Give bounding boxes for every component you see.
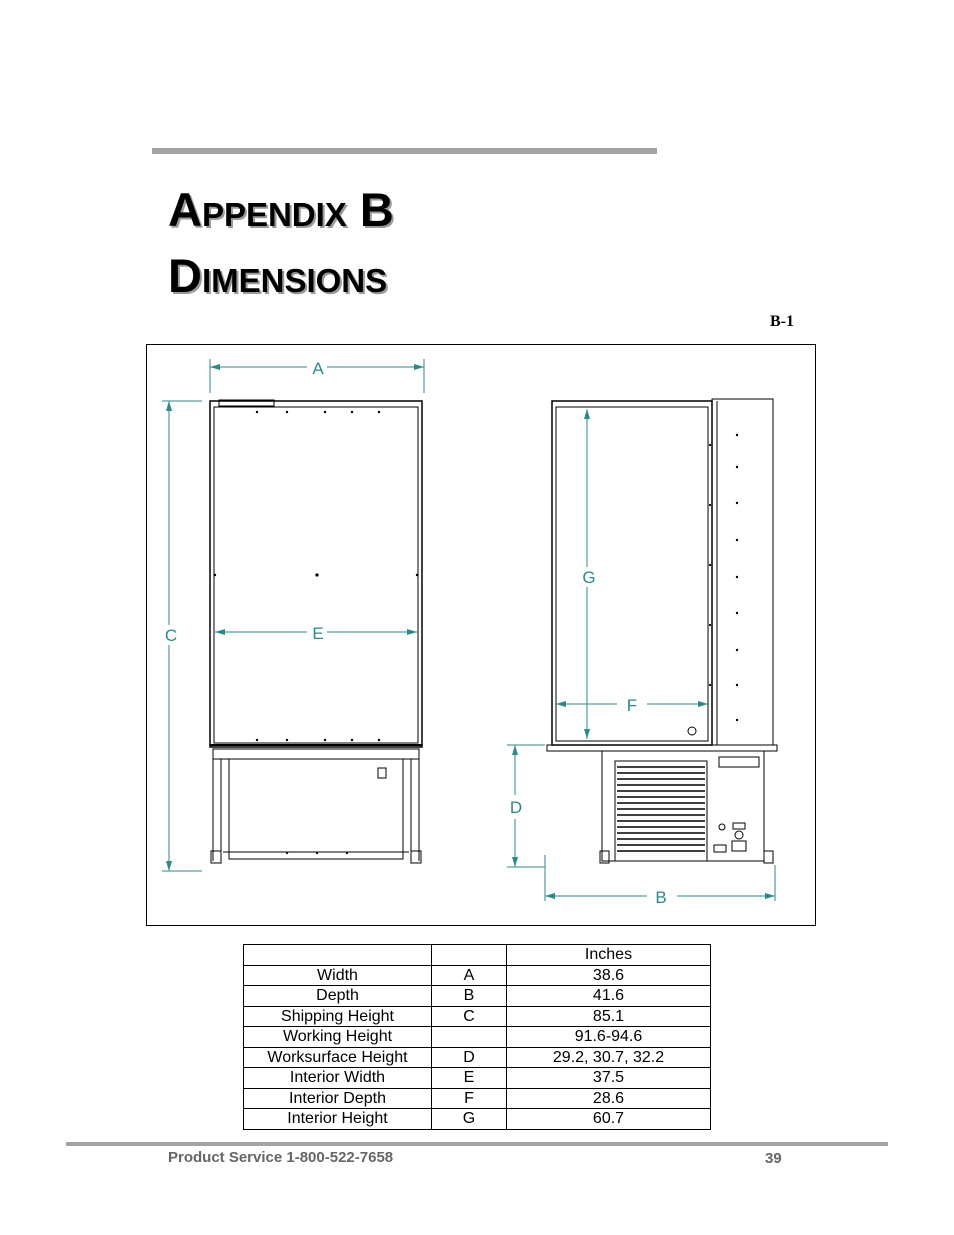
dimension-lines	[162, 359, 775, 901]
side-base-rail	[547, 745, 777, 751]
side-right-foot	[764, 851, 773, 863]
header-cell	[432, 945, 507, 966]
row-letter: E	[432, 1068, 507, 1089]
side-control-box	[719, 757, 759, 767]
bottom-rule	[66, 1142, 888, 1146]
table-row	[244, 1088, 711, 1109]
row-name: Interior Depth	[244, 1088, 432, 1109]
front-base-rail	[213, 749, 419, 759]
row-name: Worksurface Height	[244, 1047, 432, 1068]
figure-label: B-1	[770, 313, 794, 330]
appendix-subtitle: Dimensions	[168, 249, 388, 302]
dim-label-b: B	[655, 888, 667, 907]
table-row	[244, 1027, 711, 1048]
side-rear-panel	[712, 399, 773, 745]
table-row	[244, 1047, 711, 1068]
row-name: Interior Width	[244, 1068, 432, 1089]
dim-label-a: A	[312, 359, 324, 378]
row-name: Depth	[244, 986, 432, 1007]
row-letter: D	[432, 1047, 507, 1068]
row-value: 41.6	[507, 986, 711, 1007]
dim-label-e: E	[312, 624, 324, 643]
row-name: Shipping Height	[244, 1006, 432, 1027]
dimension-drawing	[146, 344, 816, 926]
row-value: 29.2, 30.7, 32.2	[507, 1047, 711, 1068]
dim-label-g: G	[582, 568, 596, 587]
top-rule	[152, 148, 657, 154]
header-cell-inches: Inches	[507, 945, 711, 966]
row-letter: G	[432, 1109, 507, 1130]
row-value: 91.6-94.6	[507, 1027, 711, 1048]
side-vent-grille	[615, 761, 707, 861]
row-name: Width	[244, 965, 432, 986]
table-row	[244, 1109, 711, 1130]
table-header-row	[244, 945, 711, 966]
row-value: 60.7	[507, 1109, 711, 1130]
row-name: Interior Height	[244, 1109, 432, 1130]
row-letter: F	[432, 1088, 507, 1109]
side-door-outline	[556, 407, 708, 741]
dim-label-c: C	[164, 626, 178, 645]
row-letter	[432, 1027, 507, 1048]
row-letter: B	[432, 986, 507, 1007]
table-row	[244, 1068, 711, 1089]
page-number: 39	[765, 1150, 782, 1167]
row-value: 85.1	[507, 1006, 711, 1027]
row-value: 28.6	[507, 1088, 711, 1109]
row-value: 38.6	[507, 965, 711, 986]
row-letter: C	[432, 1006, 507, 1027]
dim-label-d: D	[509, 798, 523, 817]
header-cell	[244, 945, 432, 966]
dimension-drawing-svg	[147, 345, 817, 927]
row-name: Working Height	[244, 1027, 432, 1048]
side-cabinet-body	[552, 401, 712, 745]
vent-slats	[617, 767, 705, 851]
row-value: 37.5	[507, 1068, 711, 1089]
front-lower-panel	[229, 759, 403, 859]
table-row	[244, 965, 711, 986]
appendix-title: Appendix B	[168, 183, 394, 236]
front-latch	[378, 768, 386, 778]
table-row	[244, 986, 711, 1007]
footer-product-service: Product Service 1-800-522-7658	[168, 1149, 394, 1166]
dim-label-f: F	[626, 696, 638, 715]
table-row	[244, 1006, 711, 1027]
dimensions-table	[243, 944, 711, 1130]
row-letter: A	[432, 965, 507, 986]
